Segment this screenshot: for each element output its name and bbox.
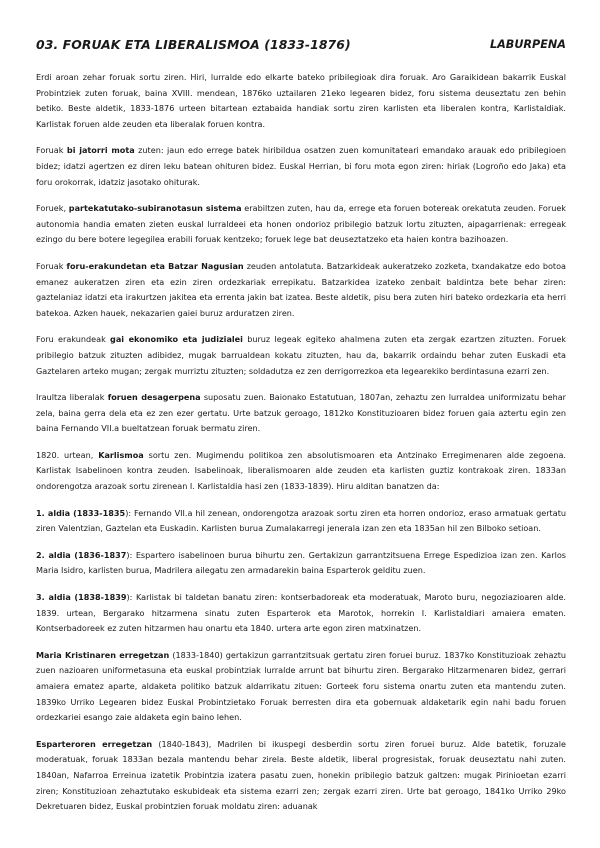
text-run: Foruek, bbox=[36, 203, 69, 214]
bold-term: Esparteroren erregetzan bbox=[36, 738, 153, 749]
paragraph-sovereignty bbox=[36, 201, 566, 248]
paragraph-economic bbox=[36, 332, 566, 379]
bold-term: 2. aldia bbox=[36, 549, 71, 560]
text-run: suposatu zuen. Baionako Estatutuan, 1807an, zehaztu zen lurraldea uniformizatu behar zela, baina gerra dela eta ez zen ezer gertatu. Urte batzuk geroago, 1812ko Konstituzioaren bidez foruen gaia aztertu egin zen baina Fernando VII.a bueltatzean foruak bermatu ziren. bbox=[36, 392, 566, 434]
bold-term: bi jatorri mota bbox=[66, 145, 135, 156]
text-run: buruz legeak egiteko ahalmena zuten eta zergak ezartzen zituzten. Foruek pribilegio batzuk zituzten adibidez, mugak barrualdean kokatu zituzten, hau da, bakarrik ordaindu behar zuten Euskadi eta Gaztelaren arteko mugan; zergak murriztu zituzten; soldadutza ez zen derrigorrezkoa eta legearekiko berdintasuna ezarri zen. bbox=[36, 334, 566, 376]
paragraph-phase-1 bbox=[36, 506, 566, 537]
bold-term: 3. aldia bbox=[36, 592, 71, 603]
bold-term: Karlismoa bbox=[98, 449, 144, 460]
text-run: Iraultza liberalak bbox=[36, 392, 108, 403]
paragraph-carlism bbox=[36, 448, 566, 495]
paragraph-espartero bbox=[36, 737, 566, 812]
bold-term: Maria Kristinaren erregetzan bbox=[36, 649, 170, 660]
text-run: Foruak bbox=[36, 145, 67, 156]
page-title: 03. FORUAK ETA LIBERALISMOA (1833-1876) bbox=[36, 37, 351, 52]
bold-term: (1833-1835 bbox=[73, 507, 126, 518]
text-run: ): Espartero isabelinoen burua bihurtu zen. Gertakizun garrantzitsuena Erregе Espedizioa izan zen. Karlos Maria Isidro, karlisten burua, Madrilera ailegatu zen armadarekin baina Esparterok gelditu zuen. bbox=[36, 549, 566, 576]
text-run: sortu zen. Mugimendu politikoa zen absolutismoaren eta Antzinako Erregimenaren alde zegoena. Karlistak Isabelinoen kontra zeuden. Isabelinoak, liberalismoaren alde zeuden eta karlisten guztiz kontrakoak ziren. 1833an ondorengotza arazoak sortu zirenean I. Karlistaldia hasi zen (1833-1839). Hiru alditan banatzen da: bbox=[36, 449, 566, 492]
paragraph-disappearance bbox=[36, 390, 566, 437]
paragraph-institutions bbox=[36, 259, 566, 321]
text-run: erabiltzen zuten, hau da, errege eta foruen botereak orekatuta zeuden. Foruek autonomia handia ematen zieten euskal lurraldeei eta honen ondorioz pribilegio batzuk lortu zituzten, aipagarrienak: erregeak ezingo du bere botere legegilea erabili foruak kentzeko; foruek lege bat deuseztatzeko eta haien kontra bazihoazen. bbox=[36, 203, 566, 245]
paragraph-origin bbox=[36, 143, 566, 190]
bold-term: 1. aldia bbox=[36, 507, 71, 518]
document-body bbox=[36, 70, 567, 812]
text-run: zuten: jaun edo errege batek hiribildua osatzen zuen komunitateari emandako arauak edo pribilegioen bidez; idatzi agertzen ez diren leku batean ohituren bidez. Euskal Herrian, bi foru mota egon ziren: hiriak (Logroño edo Jaka) eta foru orokorrak, idatziz jasotako ohiturak. bbox=[36, 145, 567, 187]
text-run: ): Karlistak bi taldetan banatu ziren: kontserbadoreak eta moderatuak, Maroto buru, negoziazioaren alde. 1839. urtean, Bergarako hitzarmena sinatu zuten Esparterok eta Marotok, horrekin I. Karlistaldiari amaiera ematen. Kontserbadoreek ez zuten hitzarmen hau onartu eta 1840. urtera arte egon ziren matxinatzen. bbox=[36, 592, 567, 634]
paragraph-maria-kristina bbox=[36, 648, 566, 726]
bold-term: foruen desagerpena bbox=[107, 392, 201, 403]
paragraph-phase-3 bbox=[36, 590, 566, 637]
bold-term: gai ekonomiko eta judizialei bbox=[110, 334, 243, 345]
text-run: Foruak bbox=[36, 260, 67, 271]
paragraph-intro bbox=[36, 70, 566, 132]
text-run: 1820. urtean, bbox=[36, 449, 99, 460]
text-run: (1833-1840) gertakizun garrantzitsuak gertatu ziren foruei buruz. 1837ko Konstituzioak zehaztu zuen nazioaren uniformetasuna eta euskal probintziak lurralde arrunt bat bihurtu ziren. Bergarako Hitzarmenaren bidez, gerrari amaiera ematez aparte, aldaketa politiko batzuk aldarrikatu zituen: Gorteek foru sistema onartu zuten eta mantendu zuten. 1839ko Urriko Legearen bidez Euskal Probintzietako Foruak berresten dira eta gobernuak aldaketarik egin nahi badu foruen ordezkariei esango zaie aldaketa egin baino lehen. bbox=[36, 649, 566, 723]
summary-tag: LABURPENA bbox=[490, 38, 566, 51]
text-run: ): Fernando VII.a hil zenean, ondorengotza arazoak sortu ziren eta horren ondorioz, eraso armatuak gertatu ziren Valentzian, Gaztelan eta Euskadin. Karlisten burua Zumalakarregi jenerala izan zen eta 1835an hil zen Bilboko setioan. bbox=[36, 507, 566, 534]
paragraph-phase-2 bbox=[36, 548, 566, 579]
text-run: (1840-1843), Madrilen bi ikuspegi desberdin sortu ziren foruei buruz. Alde batetik, foruzale moderatuak, foruak 1833an bezala mantendu behar zirela. Beste aldetik, liberal progresistak, foruak deuseztatu nahi zuten. 1840an, Nafarroa Erreinua izatetik Probintzia izatera pasatu zuen, honekin pribilegio batzuk galtzen: mugak Pirinioetan ezarri ziren; Konstituzioan zehaztutako eskubideak eta sistema ezarri zen; zergak ezarri ziren. Urte bat geroago, 1841ko Urriko 29ko Dekretuaren bidez, Euskal probintzien foruak moldatu ziren: aduanak bbox=[36, 738, 566, 812]
bold-term: (1838-1839 bbox=[74, 592, 127, 603]
bold-term: foru-erakundetan eta Batzar Nagusian bbox=[66, 260, 244, 271]
bold-term: partekatutako-subiranotasun sistema bbox=[68, 203, 242, 214]
text-run: Erdi aroan zehar foruak sortu ziren. Hiri, lurralde edo elkarte bateko pribilegioak dira foruak. Aro Garaikidean bakarrik Euskal Probintziek zuten foruak, baina XVIII. mendean, 1876ko uztailaren 21eko legearen bidez, foru sistema deuseztatu zen behin betiko. Beste aldetik, 1833-1876 urteen bitartean eztabaida handiak sortu ziren karlisten eta liberalen kontra, Karlistaldiak. Karlistak foruen alde zeuden eta liberalak foruen kontra. bbox=[36, 72, 566, 129]
bold-term: (1836-1837 bbox=[74, 549, 127, 560]
text-run: Foru erakundeak bbox=[36, 334, 111, 345]
text-run: zeuden antolatuta. Batzarkideak aukeratzeko zozketa, txandakatze edo botoa emanez aukeratzen ziren eta ezin ziren ordezkariak errepikatu. Batzarkidea izateko zenbait baldintza bete behar ziren: gaztelaniaz idatzi eta irakurtzen jakitea eta errenta jakin bat izatea. Beste aldetik, pisu bera zuten hiri bateko ordezkaria eta herri batekoa. Azken hauek, nekazarien gaiei buruz arduratzen ziren. bbox=[36, 260, 566, 318]
